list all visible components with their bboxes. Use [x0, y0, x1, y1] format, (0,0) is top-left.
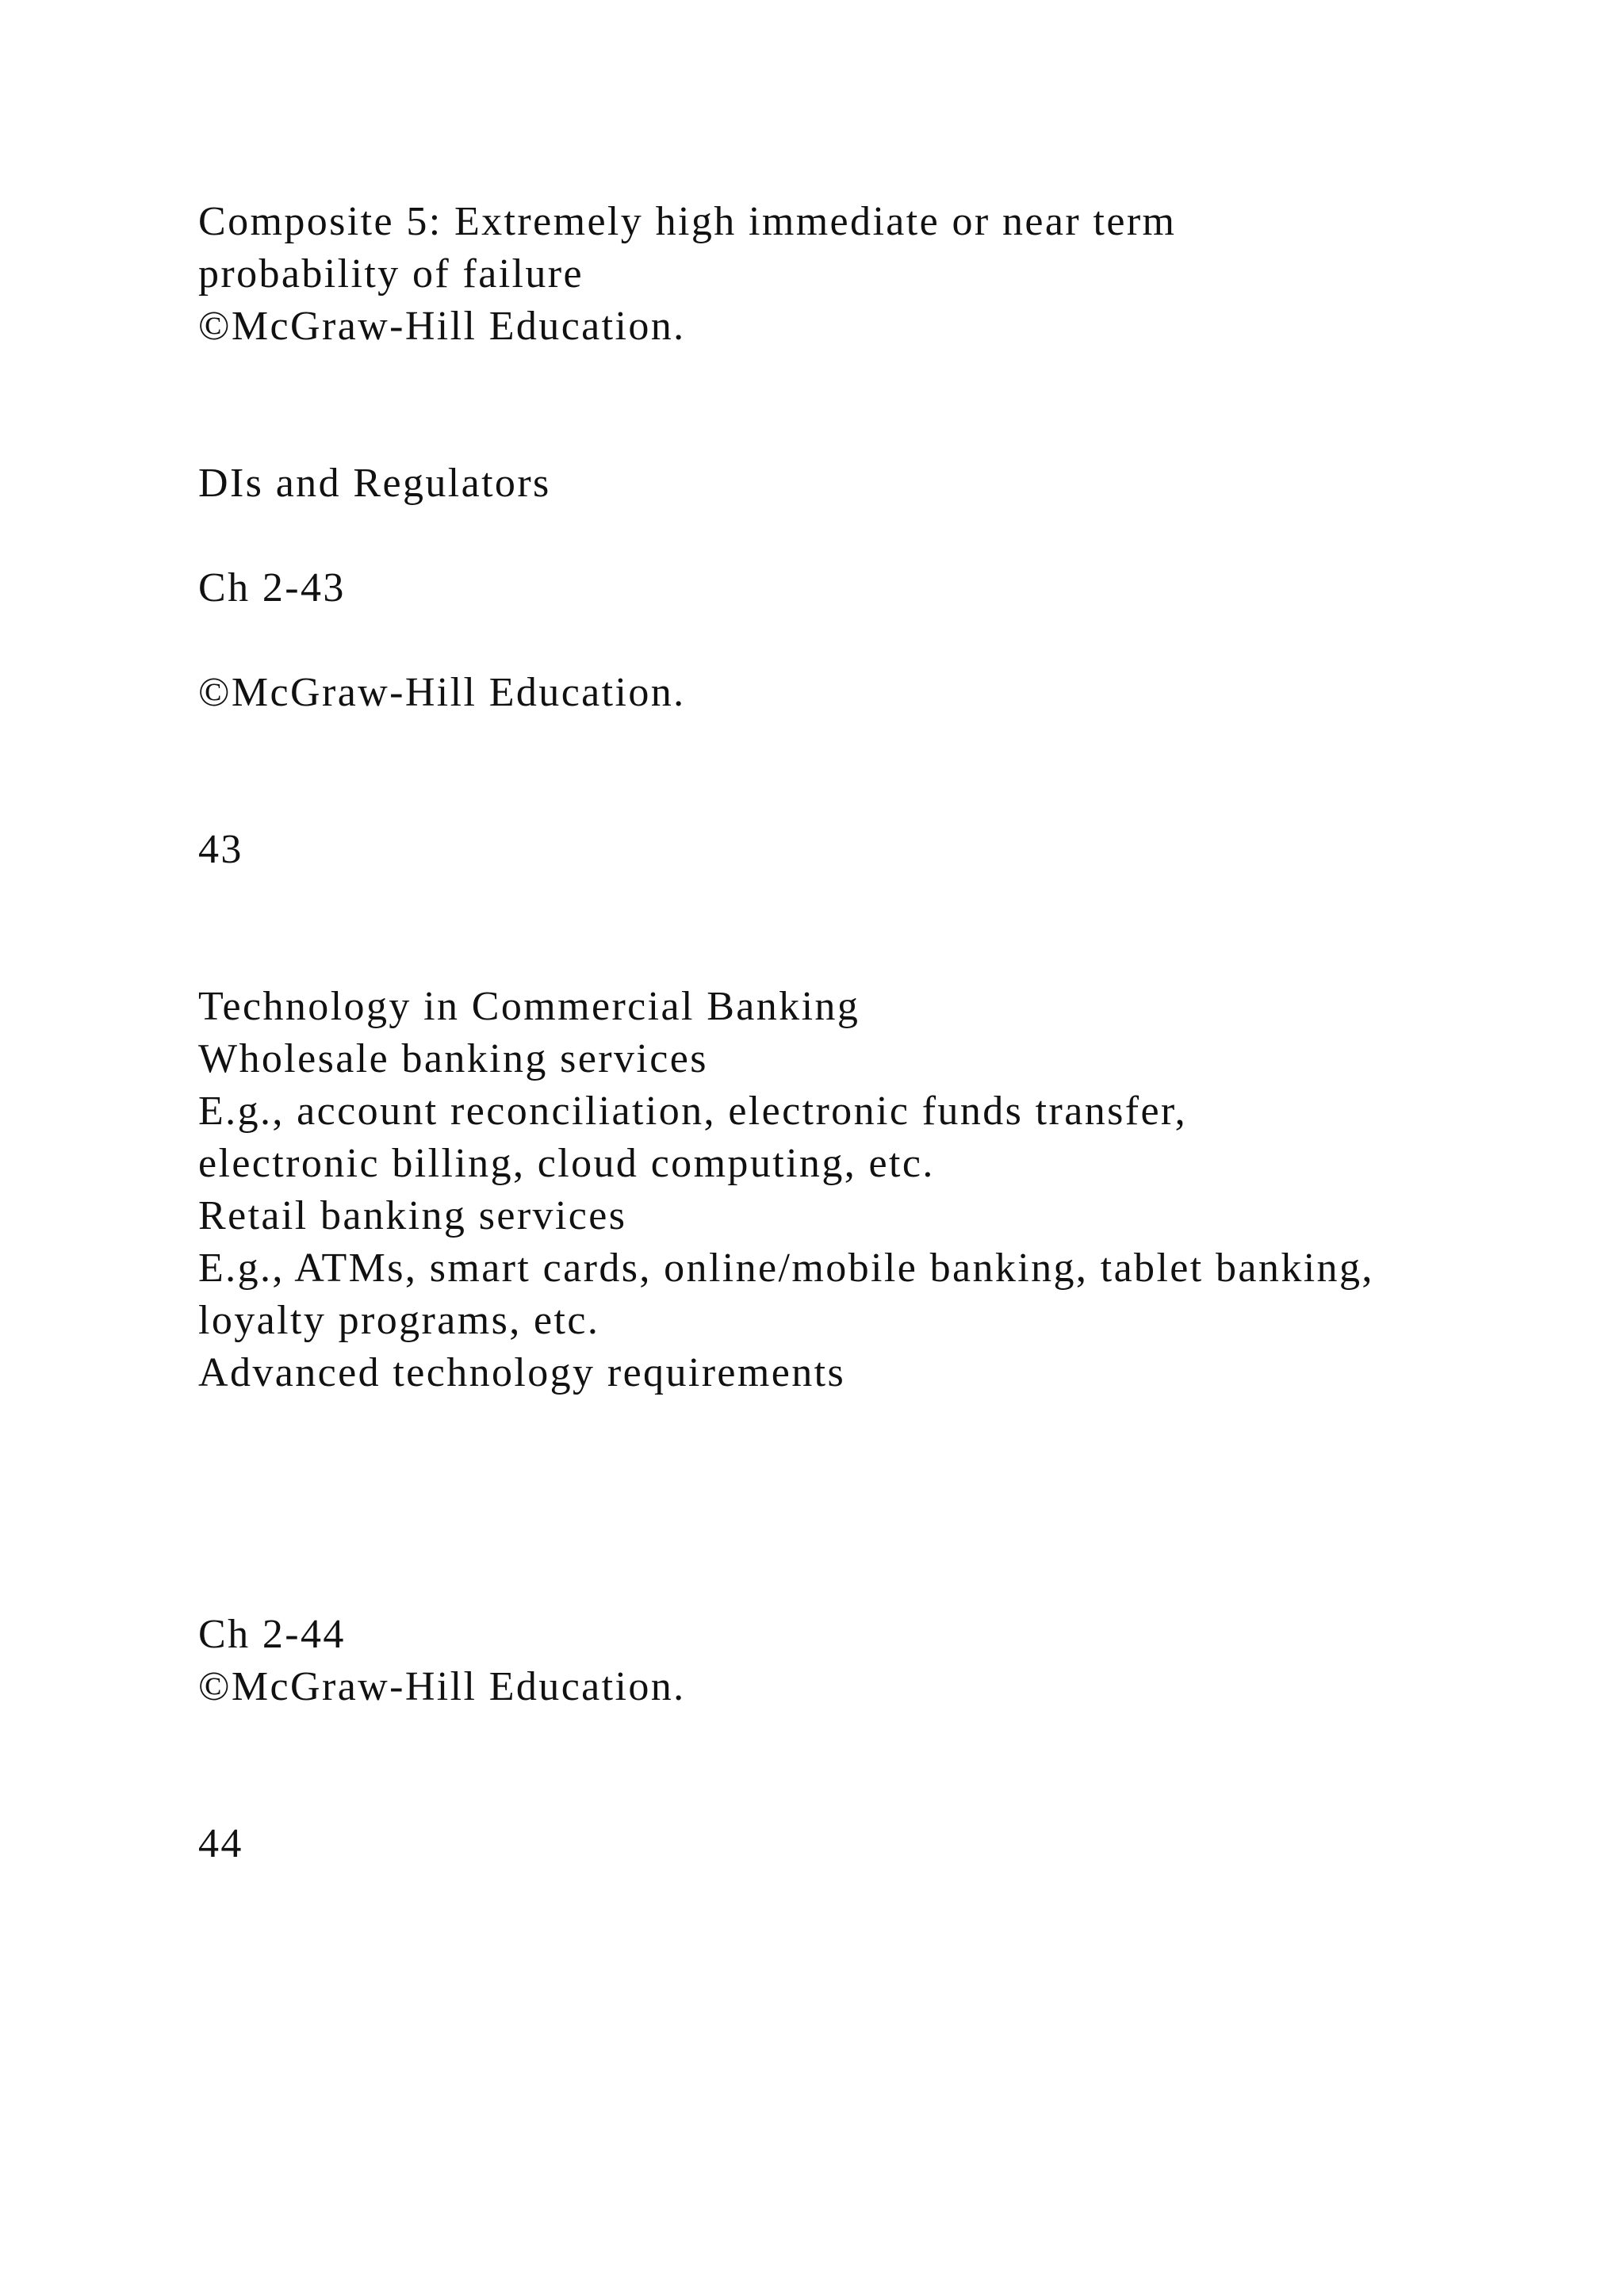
page-number: 44 [198, 1821, 243, 1866]
composite-5-line-1: Composite 5: Extremely high immediate or near term [198, 199, 1177, 244]
slide-title-technology: Technology in Commercial Banking [198, 984, 860, 1029]
page-number: 43 [198, 827, 243, 872]
bullet-wholesale-banking: Wholesale banking services [198, 1036, 708, 1081]
composite-5-line-2: probability of failure [198, 251, 584, 297]
copyright-notice: ©McGraw-Hill Education. [198, 304, 686, 349]
slide-title-dis-regulators: DIs and Regulators [198, 461, 551, 506]
sub-bullet-retail-examples-1: E.g., ATMs, smart cards, online/mobile banking, tablet banking, [198, 1246, 1374, 1291]
sub-bullet-wholesale-examples-1: E.g., account reconciliation, electronic funds transfer, [198, 1089, 1187, 1134]
bullet-advanced-technology: Advanced technology requirements [198, 1350, 846, 1395]
bullet-retail-banking: Retail banking services [198, 1193, 627, 1238]
copyright-notice: ©McGraw-Hill Education. [198, 1664, 686, 1709]
sub-bullet-wholesale-examples-2: electronic billing, cloud computing, etc. [198, 1141, 935, 1186]
slide-number-label: Ch 2-44 [198, 1612, 346, 1657]
slide-number-label: Ch 2-43 [198, 565, 346, 610]
copyright-notice: ©McGraw-Hill Education. [198, 670, 686, 715]
sub-bullet-retail-examples-2: loyalty programs, etc. [198, 1298, 600, 1343]
